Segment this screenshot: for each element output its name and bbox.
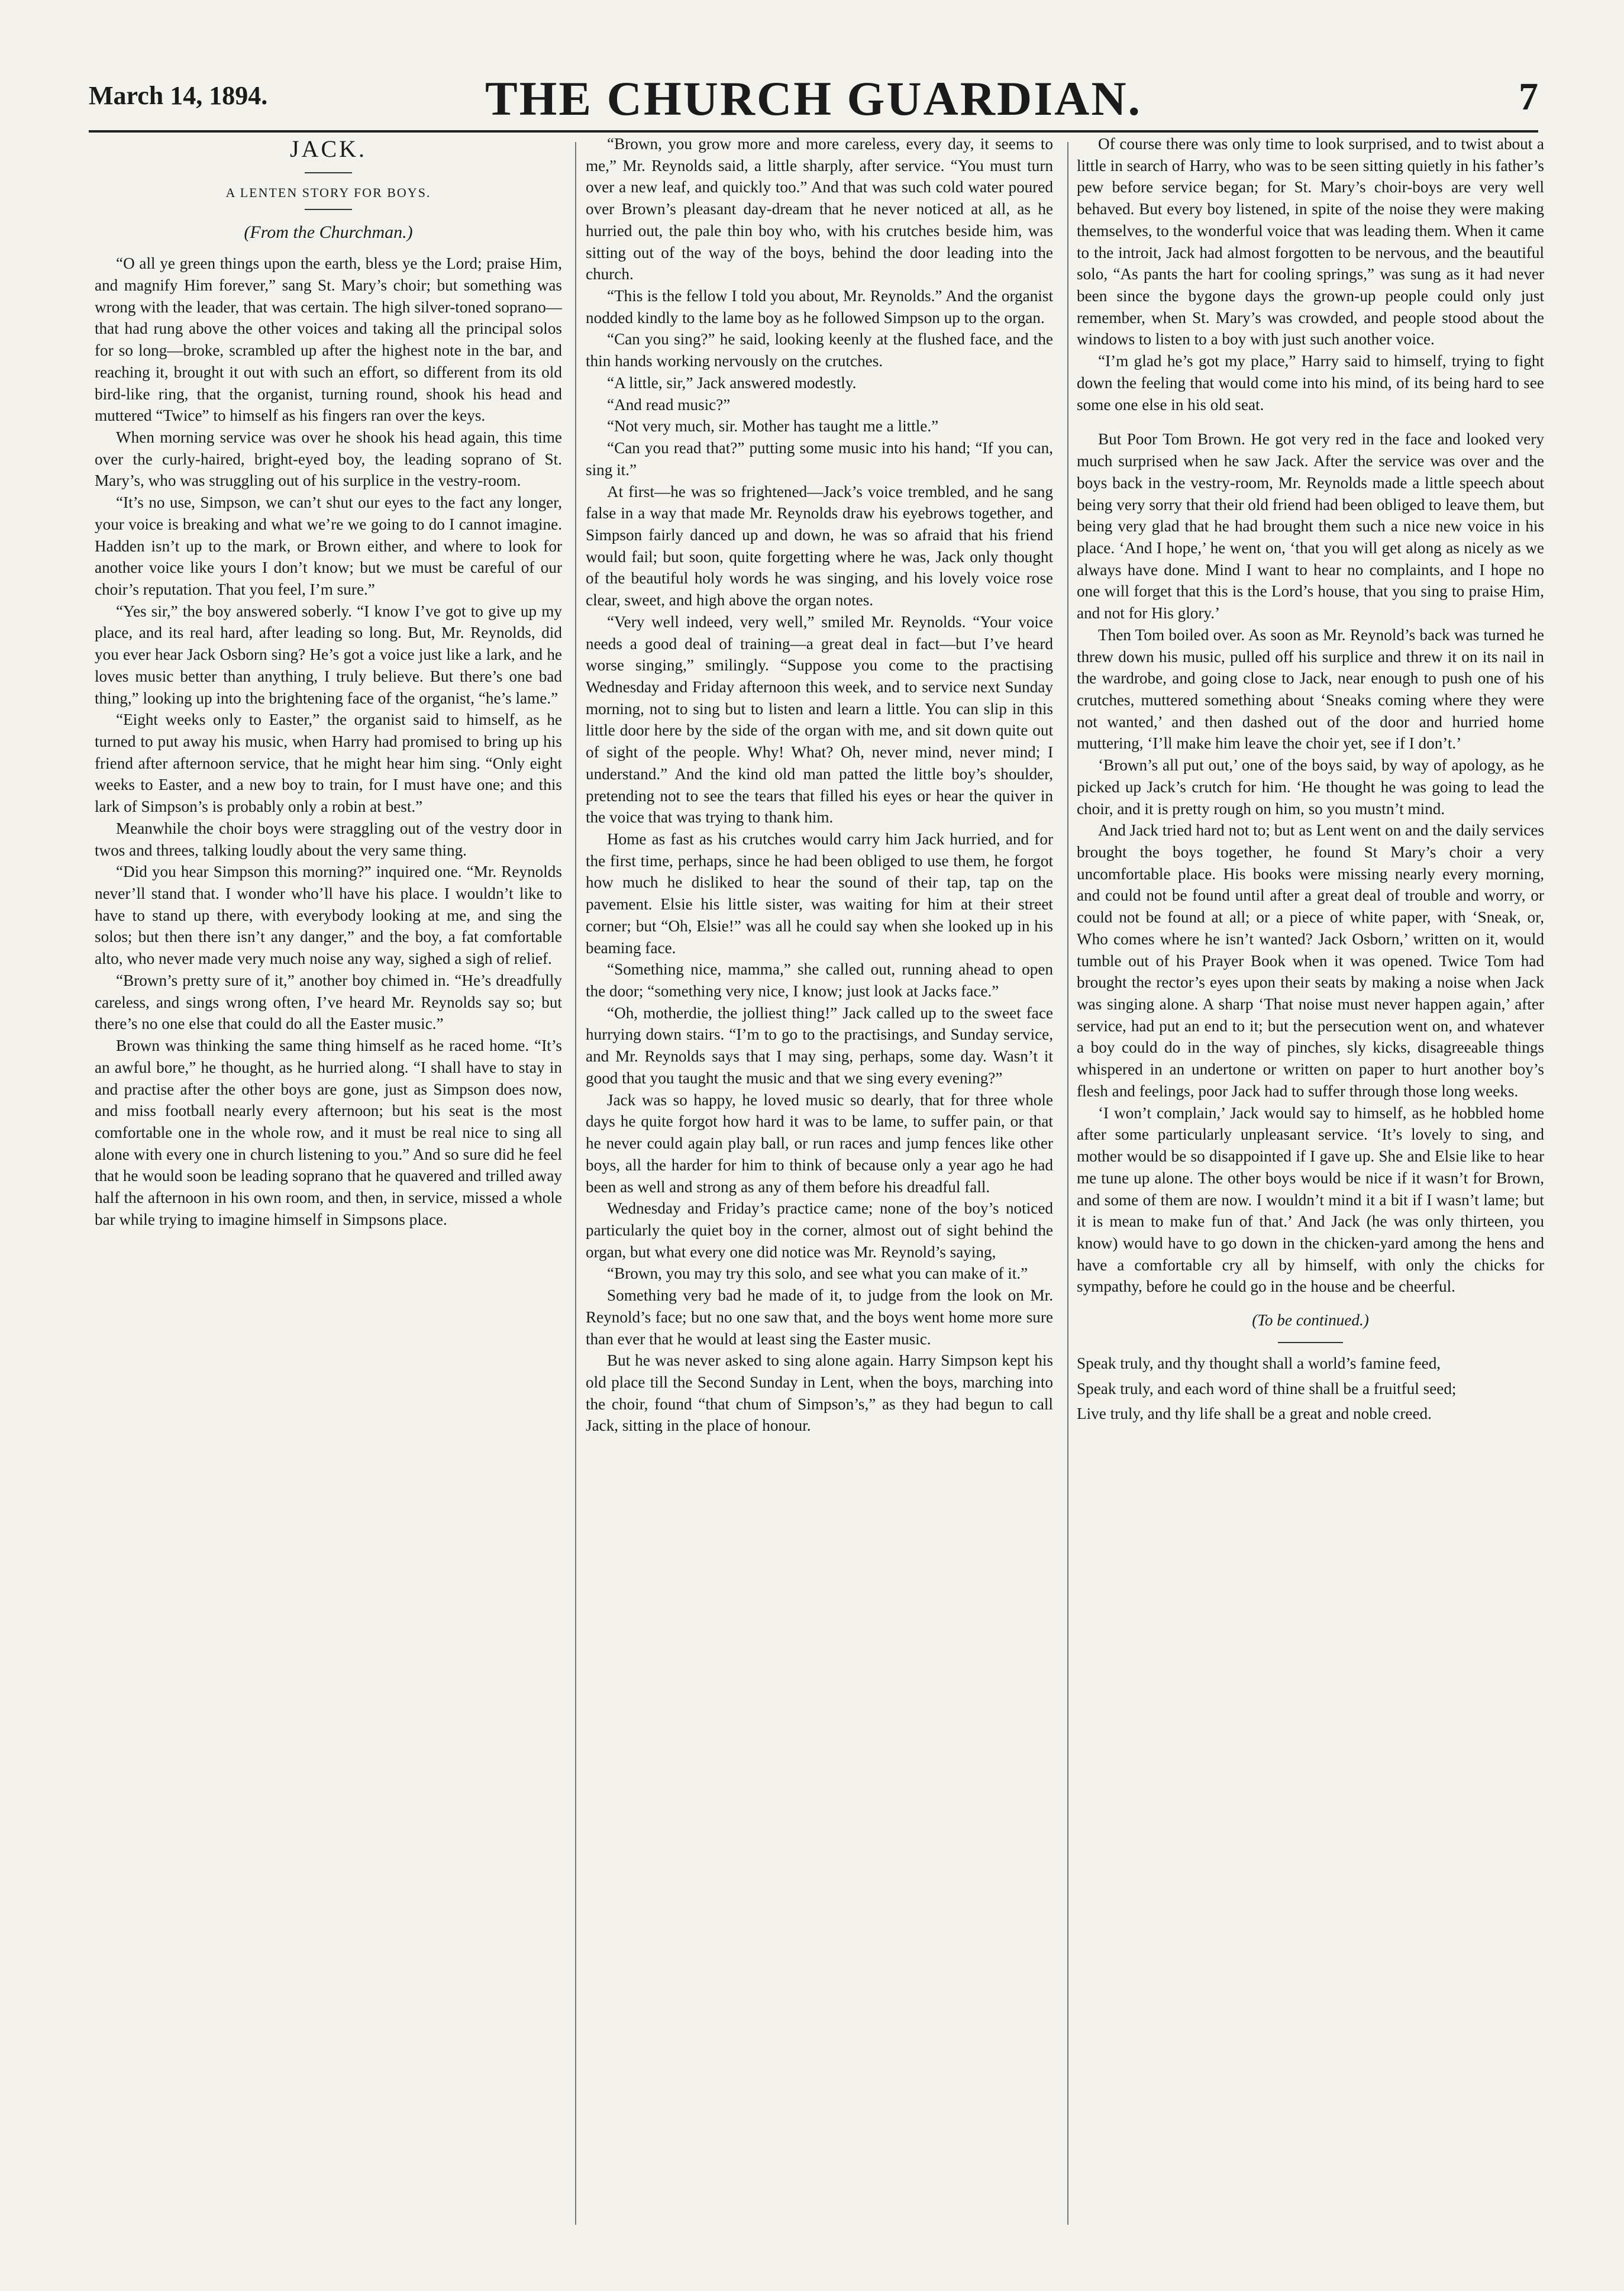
poem-line: Speak truly, and thy thought shall a world’s famine feed, xyxy=(1077,1354,1441,1372)
column-2 xyxy=(586,133,1053,2240)
poem-line: Live truly, and thy life shall be a great and noble creed. xyxy=(1077,1405,1432,1423)
story-paragraph: “A little, sir,” Jack answered modestly. xyxy=(607,373,857,392)
story-paragraph: “Brown, you may try this solo, and see what you can make of it.” xyxy=(607,1264,1028,1283)
poem xyxy=(1077,1353,1544,1425)
poem-line: Speak truly, and each word of thine shall be a fruitful seed; xyxy=(1077,1379,1457,1398)
subtitle-rule xyxy=(305,209,352,210)
column-rule xyxy=(575,142,576,2225)
story-paragraph: “Did you hear Simpson this morning?” inquired one. “Mr. Reynolds never’ll stand that. I wonder who’ll have his place. I wouldn’t like to have to stand up there, with everybody looking at me, and sing the solos; but then there isn’t any danger,” and the boy, a fat comfortable alto, who never made very much noise any way, sighed a sigh of relief. xyxy=(95,863,562,968)
story-paragraph: “Eight weeks only to Easter,” the organist said to himself, as he turned to put away his music, when Harry had promised to bring up his friend after afternoon service, that he might hear him sing. “Only eight weeks to Easter, and a new boy to train, for I must have one; and this lark of Simpson’s is probably only a robin at best.” xyxy=(95,711,562,816)
story-paragraph: Something very bad he made of it, to judge from the look on Mr. Reynold’s face; but no one saw that, and the boys went home more sure than ever that he would at least sing the Easter music. xyxy=(586,1286,1053,1348)
story-source: (From the Churchman.) xyxy=(244,222,413,242)
story-paragraph: “This is the fellow I told you about, Mr. Reynolds.” And the organist nodded kindly to the lame boy as he followed Simpson up to the organ. xyxy=(586,287,1053,327)
story-paragraph: Jack was so happy, he loved music so dearly, that for three whole days he quite forgot how hard it was to be lame, to suffer pain, or that he never could again play ball, or run races and jump fences like other boys, all the harder for him to think of because only a year ago he had been as well and strong as any of them before his dreadful fall. xyxy=(586,1090,1053,1196)
story-paragraph: “Can you sing?” he said, looking keenly at the flushed face, and the thin hands working nervously on the crutches. xyxy=(586,330,1053,370)
story-paragraph: “It’s no use, Simpson, we can’t shut our eyes to the fact any longer, your voice is breaking and what we’re we going to do I cannot imagine. Hadden isn’t up to the mark, or Brown either, and where to look for another voice like yours I don’t know; but we must be careful of our choir’s reputation. That you feel, I’m sure.” xyxy=(95,493,562,598)
story-paragraph: “Can you read that?” putting some music into his hand; “If you can, sing it.” xyxy=(586,439,1053,479)
story-paragraph: Then Tom boiled over. As soon as Mr. Reynold’s back was turned he threw down his music, pulled off his surplice and threw it on its nail in the wardrobe, and going close to Jack, near enough to push one of his crutches, muttered something about ‘Sneaks coming where they were not wanted,’ and then dashed out of the door and hurried home muttering, ‘I’ll make him leave the choir yet, see if I don’t.’ xyxy=(1077,625,1544,753)
story-paragraph: “O all ye green things upon the earth, bless ye the Lord; praise Him, and magnify Him forever,” sang St. Mary’s choir; but something was wrong with the leader, that was certain. The high silver-toned soprano—that had rung above the other voices and taking all the principal solos for so long—broke, scrambled up after the highest note in the bar, and reaching it, brought it out with such an effort, so different from its old bird-like ring, that the organist, turning round, shook his head and muttered “Twice” to himself as his fingers ran over the keys. xyxy=(95,254,562,425)
story-paragraph: Meanwhile the choir boys were straggling out of the vestry door in twos and threes, talking loudly about the very same thing. xyxy=(95,819,562,859)
story-paragraph: “Brown, you grow more and more careless, every day, it seems to me,” Mr. Reynolds said, a little sharply, after service. “You must turn over a new leaf, and quickly too.” And that was such cold water poured over Brown’s pleasant day-dream that he never noticed at all, as he hurried out, the pale thin boy who, with his crutches beside him, was sitting out of the way of the boys, behind the door leading into the church. xyxy=(586,135,1053,283)
story-paragraph: But Poor Tom Brown. He got very red in the face and looked very much surprised when he saw Jack. After the service was over and the boys back in the vestry-room, Mr. Reynolds made a little speech about being very sorry that their old friend had been obliged to leave them, but being very glad that he had brought them such a nice new voice in his place. ‘And I hope,’ he went on, ‘that you will get along as nicely as we always have done. Mind I want to hear no complaints, and I hope no one will forget that this is the Lord’s house, that you sing to praise Him, and not for His glory.’ xyxy=(1077,430,1544,622)
story-paragraph: “Not very much, sir. Mother has taught me a little.” xyxy=(607,417,939,435)
story-paragraph: And Jack tried hard not to; but as Lent went on and the daily services brought the boys together, he found St Mary’s choir a very uncomfortable place. His books were missing nearly every morning, and could not be found until after a great deal of trouble and worry, or could not be found at all; or a piece of white paper, with ‘Sneak, or, Who comes where he isn’t wanted? Jack Osborn,’ written on it, would tumble out of his Prayer Book when it was opened. Twice Tom had brought the rector’s eyes upon their seats by making a noise when Jack was singing alone. A sharp ‘That noise must never happen again,’ after service, had put an end to it; but the persecution went on, and whatever a boy could do in the way of pinches, sly kicks, disagreeable things whispered in an undertone or written on paper to hurt another boy’s flesh and feelings, poor Jack had to suffer through those long weeks. xyxy=(1077,821,1544,1100)
story-paragraph: ‘Brown’s all put out,’ one of the boys said, by way of apology, as he picked up Jack’s crutch for him. ‘He thought he was going to lead the choir, and it is pretty rough on him, so you mustn’t mind. xyxy=(1077,756,1544,818)
story-subtitle: A LENTEN STORY FOR BOYS. xyxy=(225,185,431,200)
story-paragraph: “Very well indeed, very well,” smiled Mr. Reynolds. “Your voice needs a good deal of training—a great deal in fact—but I’ve heard worse singing,” smilingly. “Suppose you come to the practising Wednesday and Friday afternoon this week, and to service next Sunday morning, not to sing but to listen and learn a little. You can slip in this little door here by the side of the organ with me, and sit down quite out of sight of the people. Why! What? Oh, never mind, never mind; I understand.” And the kind old man patted the little boy’s shoulder, pretending not to see the tears that filled his eyes or hear the quiver in the voice that was trying to thank him. xyxy=(586,612,1053,827)
story-paragraph: ‘I won’t complain,’ Jack would say to himself, as he hobbled home after some particularly unpleasant service. ‘It’s lovely to sing, and mother would be so disappointed if I gave up. She and Elsie like to hear me tune up alone. The other boys would be nice if it wasn’t for Brown, and some of them are now. I wouldn’t mind it a bit if I wasn’t lame; but it is mean to make fun of that.’ And Jack (he was only thirteen, you know) would have to go down in the chicken-yard among the hens and have a comfortable cry all by himself, with only the chicks for sympathy, before he could go in the house and be cheerful. xyxy=(1077,1103,1544,1296)
title-rule xyxy=(305,172,352,173)
story-paragraph: Home as fast as his crutches would carry him Jack hurried, and for the first time, perhaps, since he had been obliged to use them, he forgot how much he disliked to hear the sound of their tap, tap on the pavement. Elsie his little sister, was waiting for him at their street corner; but “Oh, Elsie!” was all he could say when she looked up in his beaming face. xyxy=(586,830,1053,957)
column-1 xyxy=(95,133,562,2240)
story-paragraph: “Oh, motherdie, the jolliest thing!” Jack called up to the sweet face hurrying down stairs. “I’m to go to the practisings, and Sunday service, and Mr. Reynolds says that I may sing, perhaps, some day. Wasn’t it good that you taught the music and that we sing every evening?” xyxy=(586,1003,1053,1087)
column-rule xyxy=(1067,142,1068,2225)
story-title: JACK. xyxy=(289,135,367,162)
story-paragraph: But he was never asked to sing alone again. Harry Simpson kept his old place till the Second Sunday in Lent, when the boys, marching into the choir, found “that chum of Simpson’s,” as they had begun to call Jack, sitting in the place of honour. xyxy=(586,1351,1053,1435)
poem-rule xyxy=(1278,1342,1343,1343)
masthead xyxy=(89,71,1538,133)
story-paragraph: “Something nice, mamma,” she called out, running ahead to open the door; “something very nice, I know; just look at Jacks face.” xyxy=(586,960,1053,1001)
story-paragraph: “And read music?” xyxy=(607,395,731,414)
column-3 xyxy=(1077,133,1544,2240)
newspaper-title: THE CHURCH GUARDIAN. xyxy=(485,72,1142,125)
story-paragraph: “Yes sir,” the boy answered soberly. “I know I’ve got to give up my place, and its real hard, after leading so long. But, Mr. Reynolds, did you ever hear Jack Osborn sing? He’s got a voice just like a lark, and he loves music better than anything, I truly believe. But there’s one bad thing,” looking up into the brightening face of the organist, “he’s lame.” xyxy=(95,602,562,707)
story-paragraph: Of course there was only time to look surprised, and to twist about a little in search of Harry, who was to be seen sitting quietly in his father’s pew before service began; for St. Mary’s choir-boys are very well behaved. But every boy listened, in spite of the noise they were making themselves, to the wonderful voice that was leading them. When it came to the introit, Jack had almost forgotten to be nervous, and the beautiful solo, “As pants the hart for cooling springs,” was sung as it had never been since the bygone days the grown-up people could only just remember, when St. Mary’s was crowded, and people stood about the windows to listen to a boy with just such another voice. xyxy=(1077,135,1544,349)
issue-date: March 14, 1894. xyxy=(89,81,268,110)
story-paragraph: When morning service was over he shook his head again, this time over the curly-haired, bright-eyed boy, the leading soprano of St. Mary’s, who was struggling out of his surplice in the vestry-room. xyxy=(95,428,562,490)
story-paragraph: Wednesday and Friday’s practice came; none of the boy’s noticed particularly the quiet boy in the corner, almost out of sight behind the organ, but what every one did notice was Mr. Reynold’s saying, xyxy=(586,1199,1053,1261)
continued-note: (To be continued.) xyxy=(1252,1311,1369,1330)
story-paragraph: “Brown’s pretty sure of it,” another boy chimed in. “He’s dreadfully careless, and sings wrong often, I’ve heard Mr. Reynolds say so; but there’s no one else that could do all the Easter music.” xyxy=(95,971,562,1033)
story-paragraph: Brown was thinking the same thing himself as he raced home. “It’s an awful bore,” he thought, as he hurried along. “I shall have to stay in and practise after the other boys are gone, just as Simpson does now, and miss football nearly every afternoon; but his seat is the most comfortable one in the whole row, and it must be real nice to sing all alone with every one in church listening to you.” And so sure did he feel that he would soon be leading soprano that he quavered and trilled away half the afternoon in his own room, and then, in service, missed a whole bar while trying to imagine himself in Simpsons place. xyxy=(95,1037,562,1228)
story-paragraph: “I’m glad he’s got my place,” Harry said to himself, trying to fight down the feeling that would come into his mind, of its being hard to see some one else in his old seat. xyxy=(1077,352,1544,414)
story-paragraph: At first—he was so frightened—Jack’s voice trembled, and he sang false in a way that made Mr. Reynolds draw his eyebrows together, and Simpson fairly danced up and down, he was so afraid that his friend would fail; but soon, quite forgetting where he was, Jack only thought of the beautiful holy words he was singing, and his lovely voice rose clear, sweet, and high above the organ notes. xyxy=(586,482,1053,609)
page-number: 7 xyxy=(1519,75,1538,118)
